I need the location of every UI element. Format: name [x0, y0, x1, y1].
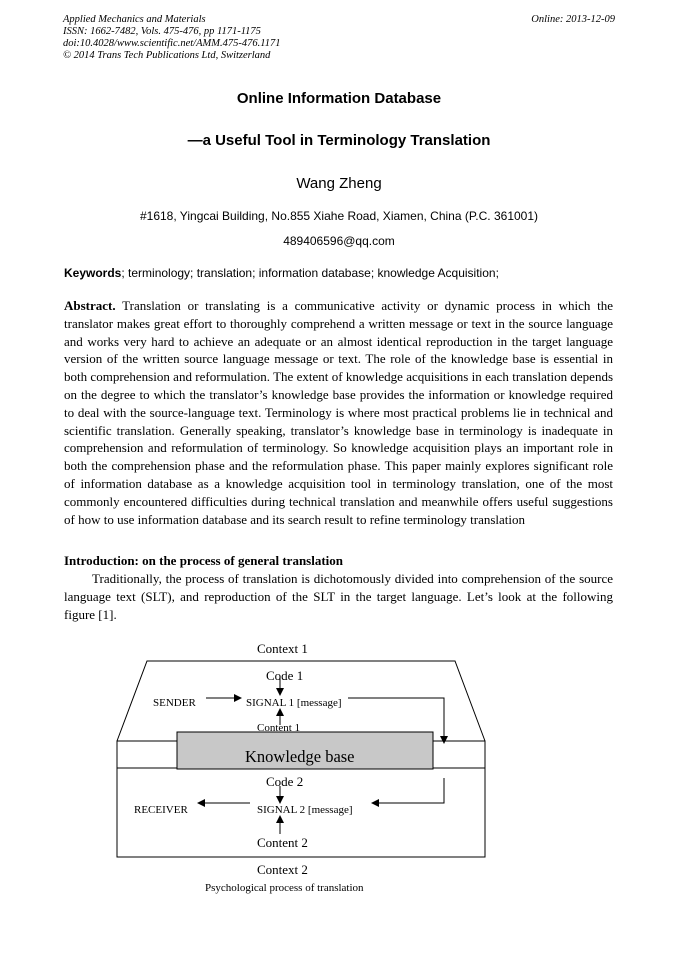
context1-label: Context 1: [257, 641, 308, 656]
keywords-label: Keywords: [64, 266, 122, 280]
context2-label: Context 2: [257, 862, 308, 877]
knowledge-base-label: Knowledge base: [245, 747, 355, 766]
receiver-label: RECEIVER: [134, 804, 188, 816]
figure-caption: Psychological process of translation: [205, 882, 364, 894]
keywords-line: [64, 266, 624, 280]
author-email: 489406596@qq.com: [283, 234, 395, 248]
paper-title: Online Information Database: [236, 90, 442, 107]
signal2-label: SIGNAL 2 [message]: [257, 804, 353, 816]
code1-label: Code 1: [266, 668, 304, 683]
signal1-label: SIGNAL 1 [message]: [246, 697, 342, 709]
paper-subtitle: —a Useful Tool in Terminology Translation: [187, 132, 491, 149]
content2-label: Content 2: [257, 835, 308, 850]
intro-paragraph: Traditionally, the process of translation is dichotomously divided into comprehension of the source language text (SLT), and reproduction of the SLT in the target language. Let’s look at the following figure [1].: [64, 571, 613, 622]
journal-info: [63, 14, 280, 62]
journal-copyright: © 2014 Trans Tech Publications Ltd, Switzerland: [63, 50, 271, 61]
abstract-text: Translation or translating is a communicative activity or dynamic process in which the translator makes great effort to thoroughly comprehend a written message or text in the source language and works very hard to achieve an adequate or an almost identical reproduction in the target language version of the written source language message or text. The role of the knowledge base is essential in both comprehension and reformulation. The extent of knowledge acquisitions in each translation depends on the degree to which the translator’s knowledge base provides the information or knowledge required to deal with the source-language text. Terminology is where most practical problems lie in technical and scientific translation. Generally speaking, translator’s knowledge base in terminology is inadequate in comprehension and reformulation of terminology. So knowledge acquisition plays an important role in both the comprehension phase and the reformulation phase. This paper mainly explores significant role of information database as a knowledge acquisition tool in terminology translation, one of the most commonly encountered difficulties during technical translation and meanwhile offers useful suggestions of how to use information database and its search result to refine terminology translation: [64, 298, 613, 527]
code2-label: Code 2: [266, 774, 304, 789]
keywords-text: ; terminology; translation; information database; knowledge Acquisition;: [121, 266, 499, 280]
journal-issn: ISSN: 1662-7482, Vols. 475-476, pp 1171-1175: [63, 26, 261, 37]
abstract: [64, 297, 613, 528]
journal-doi: doi:10.4028/www.scientific.net/AMM.475-476.1171: [63, 38, 281, 49]
intro-heading: Introduction: on the process of general translation: [64, 553, 344, 568]
translation-process-figure: [100, 635, 500, 905]
abstract-label: Abstract.: [64, 298, 116, 313]
journal-name: Applied Mechanics and Materials: [63, 14, 206, 25]
content1-label: Content 1: [257, 722, 301, 734]
author-affiliation: #1618, Yingcai Building, No.855 Xiahe Road, Xiamen, China (P.C. 361001): [139, 209, 539, 223]
author-name: Wang Zheng: [296, 175, 382, 192]
online-date: Online: 2013-12-09: [531, 14, 615, 25]
sender-label: SENDER: [153, 697, 196, 709]
arrow-kb-to-signal2: [372, 778, 444, 803]
